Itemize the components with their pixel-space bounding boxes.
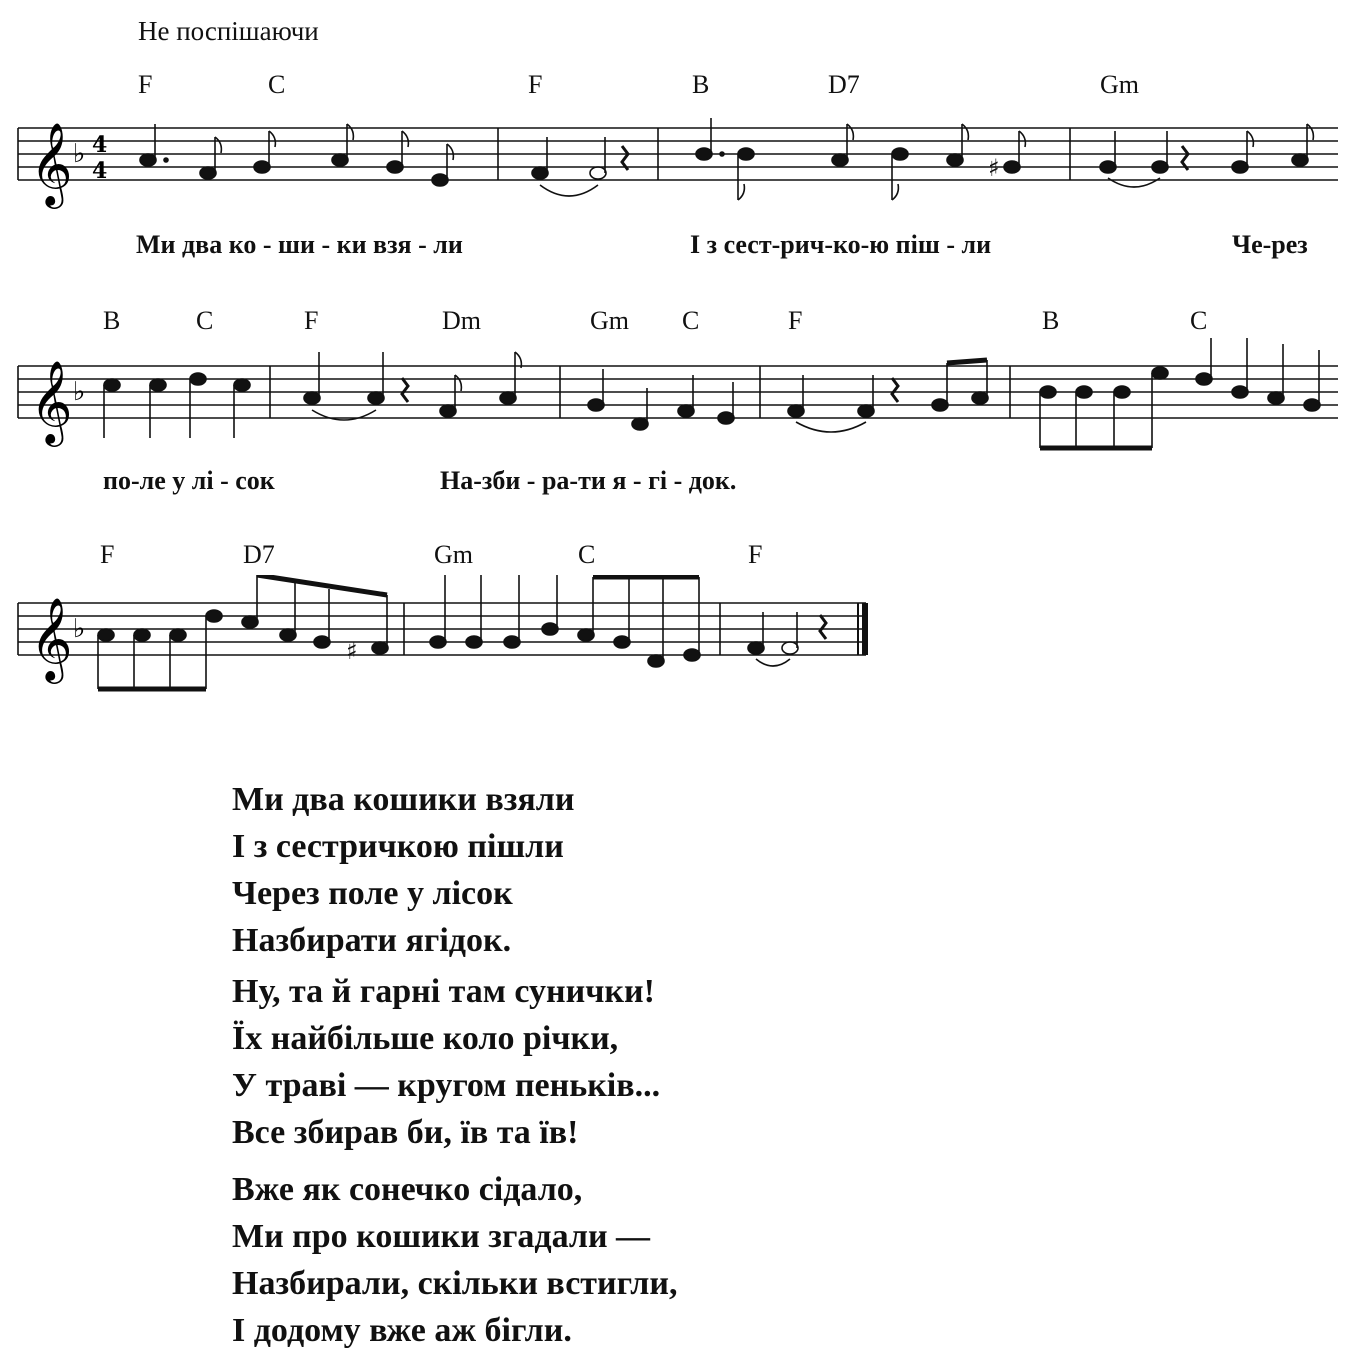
treble-clef-icon: 𝄞 — [30, 596, 73, 680]
time-signature-top: 4 — [92, 132, 108, 158]
notes-system-1 — [140, 118, 1313, 200]
verse-line: Все збирав би, їв та їв! — [232, 1114, 579, 1151]
verse-line: Ну, та й гарні там сунички! — [232, 973, 655, 1010]
lyric-line: Че-рез — [1232, 230, 1308, 259]
chord-symbol: F — [304, 306, 319, 335]
tempo-marking: Не поспішаючи — [138, 16, 319, 46]
verse-line: Через поле у лісок — [232, 875, 513, 912]
verse-line: У траві — кругом пеньків... — [232, 1067, 661, 1104]
chord-symbol: F — [100, 540, 115, 569]
chord-symbol: C — [1190, 306, 1208, 335]
lyric-line: На-зби - ра-ти я - гі - док. — [440, 466, 737, 495]
chord-symbol: Gm — [434, 540, 473, 569]
chord-symbol: C — [196, 306, 214, 335]
verse-line: Вже як сонечко сідало, — [232, 1171, 583, 1208]
verse-line: Ми два кошики взяли — [232, 781, 575, 818]
verse-line: Їх найбільше коло річки, — [232, 1020, 619, 1057]
chord-symbol: B — [692, 70, 710, 99]
svg-text:♯: ♯ — [988, 154, 1000, 182]
verse-1 — [232, 776, 574, 964]
svg-text:♯: ♯ — [346, 637, 358, 665]
treble-clef-icon: 𝄞 — [30, 359, 73, 443]
flat-icon: ♭ — [73, 614, 86, 644]
verse-line: Назбирали, скільки встигли, — [232, 1265, 678, 1302]
chord-symbol: Gm — [590, 306, 629, 335]
staff-2 — [0, 338, 1359, 458]
lyric-line: по-ле у лі - сок — [103, 466, 275, 495]
chord-symbol: F — [788, 306, 803, 335]
chord-symbol: C — [268, 70, 286, 99]
chord-symbol: F — [528, 70, 543, 99]
verse-3 — [232, 1166, 677, 1354]
verse-line: І додому вже аж бігли. — [232, 1312, 572, 1349]
verse-line: І з сестричкою пішли — [232, 828, 564, 865]
flat-icon: ♭ — [73, 377, 86, 407]
staff-3 — [0, 575, 900, 705]
notes-system-3 — [98, 575, 826, 689]
chord-symbol: Gm — [1100, 70, 1139, 99]
flat-icon: ♭ — [73, 139, 86, 169]
verse-line: Назбирати ягідок. — [232, 922, 512, 959]
chord-symbol: B — [103, 306, 121, 335]
chord-symbol: C — [682, 306, 700, 335]
chord-symbol: F — [748, 540, 763, 569]
treble-clef-icon: 𝄞 — [30, 121, 73, 205]
lyric-line: Ми два ко - ши - ки взя - ли — [136, 230, 463, 259]
verse-line: Ми про кошики згадали — — [232, 1218, 651, 1255]
chord-symbol: D7 — [828, 70, 860, 99]
time-signature-bottom: 4 — [92, 158, 108, 184]
chord-symbol: Dm — [442, 306, 481, 335]
lyric-line: І з сест-рич-ко-ю піш - ли — [690, 230, 992, 259]
chord-symbol: B — [1042, 306, 1060, 335]
chord-symbol: D7 — [243, 540, 275, 569]
notes-system-2 — [104, 338, 1320, 448]
verse-2 — [232, 968, 660, 1156]
staff-1 — [0, 100, 1359, 220]
chord-symbol: F — [138, 70, 153, 99]
chord-symbol: C — [578, 540, 596, 569]
